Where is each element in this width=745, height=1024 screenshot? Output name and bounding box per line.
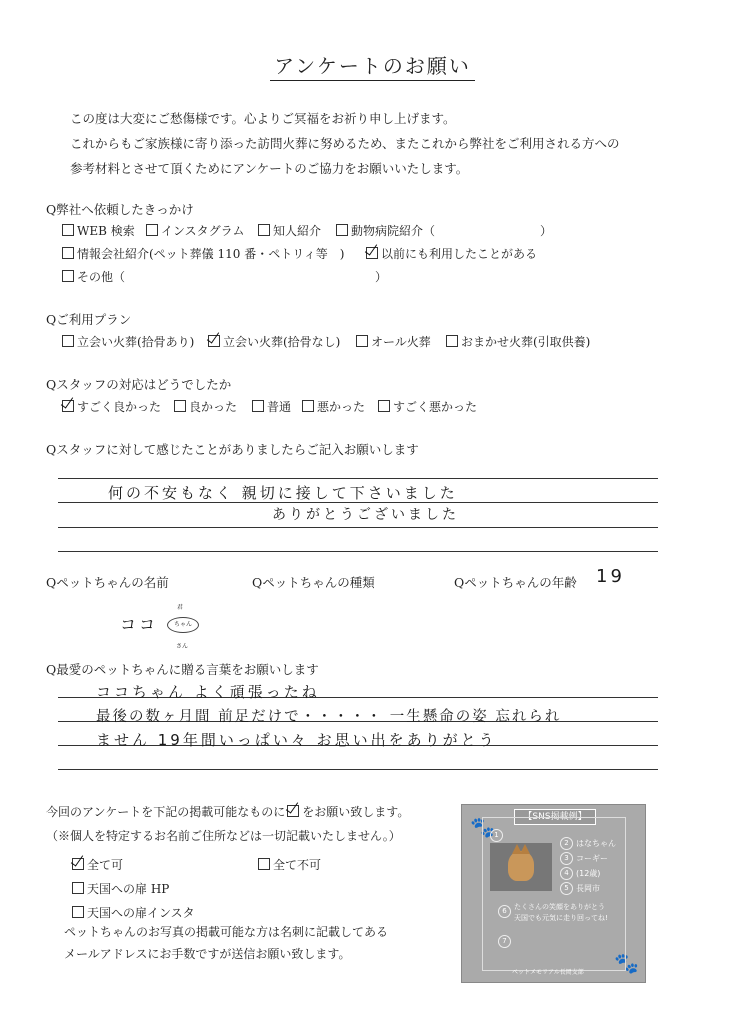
sns-title: 【SNS掲載例】: [514, 809, 596, 825]
pet-type-label: Qペットちゃんの種類: [252, 575, 375, 590]
checkbox[interactable]: [72, 882, 84, 894]
q1-vet-close: ）: [540, 224, 553, 238]
option-label: すごく悪かった: [393, 400, 478, 414]
q6-answer-line-1[interactable]: ココちゃん よく頑張ったね: [96, 683, 320, 701]
option-label: 良かった: [189, 400, 238, 414]
q3-option-2[interactable]: [174, 398, 237, 415]
suffix-san: さん: [176, 643, 189, 650]
option-label: 全て不可: [273, 858, 322, 872]
consent-intro: [46, 800, 409, 824]
consent-text: をお願い致します。: [302, 805, 410, 819]
dog-icon: [508, 851, 534, 881]
option-label: 悪かった: [317, 400, 366, 414]
sns-item: コーギー: [576, 854, 608, 863]
number-badge: 3: [560, 852, 573, 865]
option-label: オール火葬: [371, 335, 431, 349]
q3-option-4[interactable]: [302, 398, 365, 415]
option-label: 天国への扉 HP: [87, 882, 170, 896]
sns-message: 天国でも元気に走り回ってね!: [514, 914, 608, 922]
checkbox-checked[interactable]: [72, 858, 84, 870]
number-badge: 4: [560, 867, 573, 880]
sns-message: たくさんの笑顔をありがとう: [514, 903, 605, 911]
q2-option-1[interactable]: [62, 333, 194, 350]
photo-note-1: ペットちゃんのお写真の掲載可能な方は名刺に記載してある: [64, 925, 389, 939]
paw-icon: 🐾: [614, 951, 639, 975]
checkbox[interactable]: [258, 858, 270, 870]
number-badge: 5: [560, 882, 573, 895]
q2-label: Qご利用プラン: [46, 312, 132, 327]
option-label: その他（: [77, 270, 126, 284]
photo-note-2: メールアドレスにお手数ですが送信お願い致します。: [64, 947, 351, 961]
checkbox[interactable]: [62, 270, 74, 282]
q2-option-2[interactable]: [208, 333, 340, 350]
checkbox[interactable]: [356, 335, 368, 347]
answer-line: [58, 527, 658, 528]
pet-age-value[interactable]: 19: [596, 566, 625, 587]
q1-label: Q弊社へ依頼したきっかけ: [46, 202, 194, 217]
consent-option-none[interactable]: [258, 856, 321, 873]
checkbox[interactable]: [378, 400, 390, 412]
sns-footer: ペットメモリアル長岡支部: [512, 969, 584, 976]
q1-option-vet[interactable]: [336, 222, 435, 239]
pet-name-label: Qペットちゃんの名前: [46, 575, 169, 590]
option-label: 情報会社紹介(ペット葬儀 110 番・ペトリィ等 ): [77, 247, 345, 261]
intro-line: 参考材料とさせて頂くためにアンケートのご協力をお願いいたします。: [70, 161, 469, 176]
checkbox[interactable]: [302, 400, 314, 412]
q6-answer-line-2[interactable]: 最後の数ヶ月間 前足だけで・・・・・ 一生懸命の姿 忘れられ: [96, 709, 562, 725]
option-label: 知人紹介: [273, 224, 322, 238]
pet-age-label: Qペットちゃんの年齢: [454, 575, 577, 590]
q1-other-close: ）: [375, 270, 388, 284]
paw-icon: 🐾: [470, 815, 495, 839]
checkbox[interactable]: [446, 335, 458, 347]
q6-answer-line-3[interactable]: ません 19年間いっぱい々 お思い出をありがとう: [96, 731, 497, 749]
option-label: 立会い火葬(拾骨あり): [77, 335, 195, 349]
option-label: 以前にも利用したことがある: [381, 247, 538, 261]
q4-answer-line-2[interactable]: ありがとうございました: [272, 507, 459, 523]
consent-note: （※個人を特定するお名前ご住所などは一切記載いたしません。）: [46, 829, 401, 843]
dog-photo: [490, 843, 552, 891]
checkbox-checked[interactable]: [62, 400, 74, 412]
q1-option-info[interactable]: [62, 245, 344, 262]
consent-option-insta[interactable]: [72, 904, 195, 921]
option-label: おまかせ火葬(引取供養): [461, 335, 591, 349]
checkbox[interactable]: [72, 906, 84, 918]
intro-paragraph: [70, 106, 620, 181]
checkbox-checked[interactable]: [366, 247, 378, 259]
title-text: アンケートのお願い: [270, 54, 475, 81]
checkbox[interactable]: [146, 224, 158, 236]
option-label: 天国への扉インスタ: [87, 906, 195, 920]
intro-line: この度は大変にご愁傷様です。心よりご冥福をお祈り申し上げます。: [70, 111, 456, 126]
q1-option-repeat[interactable]: [366, 245, 537, 262]
checkbox-checked[interactable]: [208, 335, 220, 347]
q1-option-instagram[interactable]: [146, 222, 245, 239]
q4-answer-line-1[interactable]: 何の不安もなく 親切に接して下さいました: [108, 484, 458, 502]
checkbox[interactable]: [258, 224, 270, 236]
suffix-kun: 君: [177, 604, 184, 611]
q1-option-friend[interactable]: [258, 222, 321, 239]
q3-option-5[interactable]: [378, 398, 477, 415]
option-label: WEB 検索: [77, 224, 135, 238]
q3-label: Qスタッフの対応はどうでしたか: [46, 377, 232, 392]
suffix-chan-circled: ちゃん: [167, 617, 199, 633]
q1-option-other[interactable]: [62, 268, 125, 285]
checkbox[interactable]: [336, 224, 348, 236]
sns-item: はなちゃん: [576, 839, 616, 848]
q6-label: Q最愛のペットちゃんに贈る言葉をお願いします: [46, 662, 319, 677]
sns-example-card: [461, 804, 646, 983]
sns-item: 長岡市: [576, 884, 600, 893]
checkbox-sample: [287, 805, 299, 817]
option-label: 立会い火葬(拾骨なし): [223, 335, 341, 349]
consent-option-all[interactable]: [72, 856, 123, 873]
option-label: すごく良かった: [77, 400, 162, 414]
checkbox[interactable]: [62, 224, 74, 236]
checkbox[interactable]: [62, 247, 74, 259]
number-badge: 6: [498, 905, 511, 918]
answer-line: [58, 551, 658, 552]
checkbox[interactable]: [252, 400, 264, 412]
intro-line: これからもご家族様に寄り添った訪問火葬に努めるため、またこれから弊社をご利用される方への: [70, 136, 620, 151]
page-title: [0, 50, 745, 79]
q1-option-web[interactable]: [62, 222, 135, 239]
q2-option-3[interactable]: [356, 333, 431, 350]
pet-name-value[interactable]: ココ: [120, 615, 159, 634]
answer-line: [58, 769, 658, 770]
checkbox[interactable]: [174, 400, 186, 412]
q4-label: Qスタッフに対して感じたことがありましたらご記入お願いします: [46, 442, 419, 457]
option-label: 普通: [267, 400, 292, 414]
number-badge: 2: [560, 837, 573, 850]
sns-item: (12歳): [576, 869, 601, 878]
answer-line: [58, 478, 658, 479]
q3-option-3[interactable]: [252, 398, 291, 415]
number-badge: 7: [498, 935, 511, 948]
option-label: 動物病院紹介（: [351, 224, 436, 238]
q3-option-1[interactable]: [62, 398, 161, 415]
consent-option-hp[interactable]: [72, 880, 169, 897]
consent-text: 今回のアンケートを下記の掲載可能なものに: [46, 805, 286, 819]
q2-option-4[interactable]: [446, 333, 590, 350]
option-label: インスタグラム: [161, 224, 245, 238]
checkbox[interactable]: [62, 335, 74, 347]
option-label: 全て可: [87, 858, 124, 872]
number-badge: 1: [490, 829, 503, 842]
